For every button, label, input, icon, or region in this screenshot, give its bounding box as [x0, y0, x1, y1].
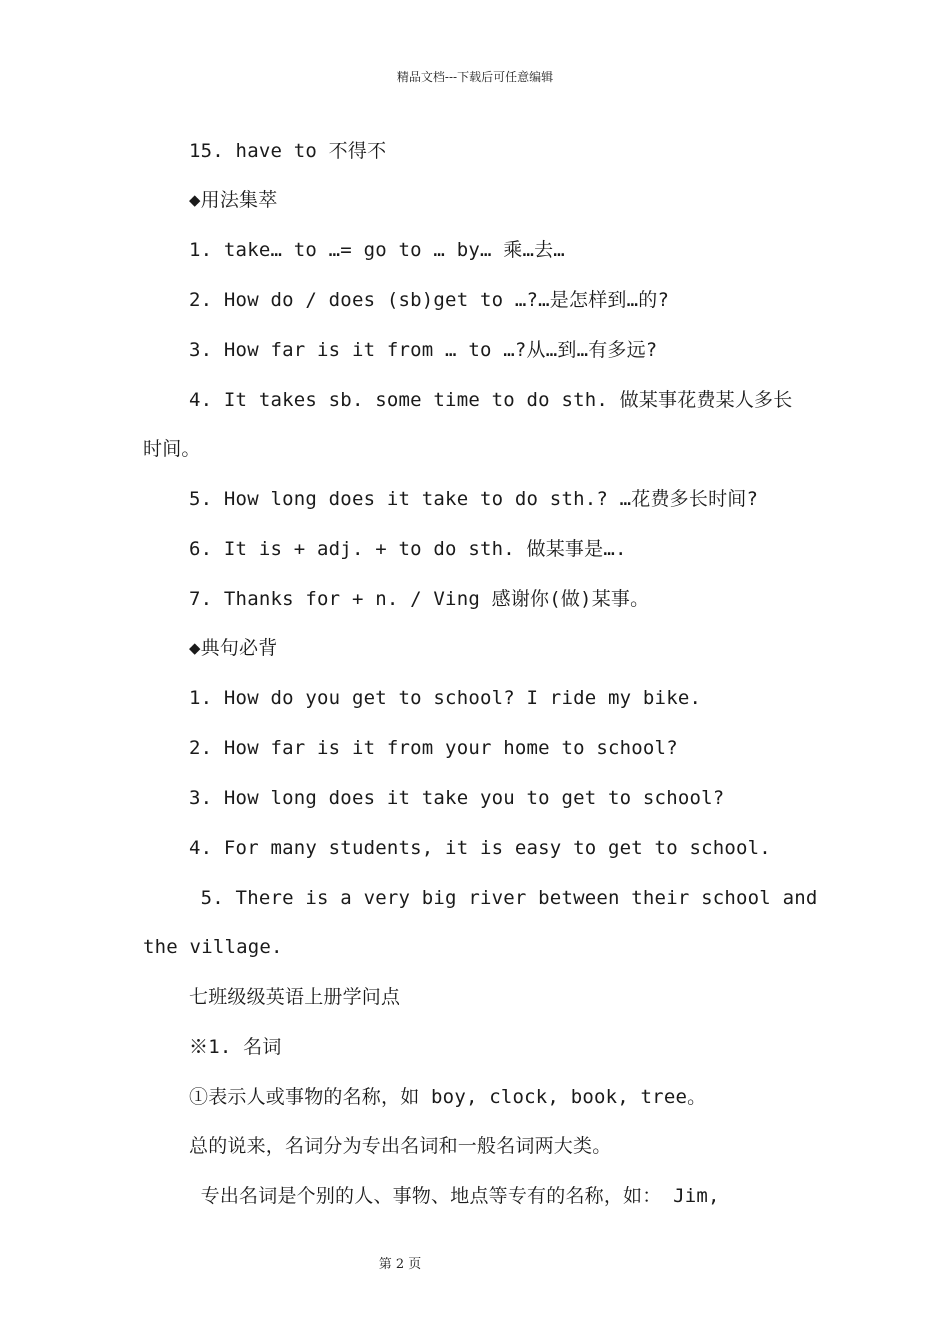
text-line: 七班级级英语上册学问点	[189, 986, 401, 1008]
page-footer: 第 2 页	[378, 1257, 422, 1272]
section-heading: ◆用法集萃	[189, 189, 278, 211]
text-line: ①表示人或事物的名称，如 boy, clock, book, tree。	[189, 1086, 707, 1108]
text-line: 1. take… to …= go to … by… 乘…去…	[189, 239, 565, 261]
page-header: 精品文档---下载后可任意编辑	[396, 70, 554, 84]
text-line: 5. How long does it take to do sth.? …花费多长时间?	[189, 488, 759, 510]
text-line: 专出名词是个别的人、事物、地点等专有的名称，如： Jim,	[189, 1185, 720, 1207]
text-line: 15. have to 不得不	[189, 140, 387, 162]
text-line: 5. There is a very big river between their school and	[189, 887, 818, 909]
text-line: 2. How far is it from your home to school?	[189, 737, 678, 759]
section-heading: ◆典句必背	[189, 637, 278, 659]
text-line: 2. How do / does (sb)get to …?…是怎样到…的?	[189, 289, 670, 311]
text-line: 3. How long does it take you to get to school?	[189, 787, 725, 809]
text-line: 3. How far is it from … to …?从…到…有多远?	[189, 339, 658, 361]
text-line: 6. It is + adj. + to do sth. 做某事是….	[189, 538, 627, 560]
text-line: 4. For many students, it is easy to get to school.	[189, 837, 771, 859]
text-line: the village.	[143, 936, 283, 958]
text-line: ※1. 名词	[189, 1036, 282, 1058]
text-line: 时间。	[143, 438, 201, 460]
text-line: 1. How do you get to school? I ride my bike.	[189, 687, 702, 709]
text-line: 7. Thanks for + n. / Ving 感谢你(做)某事。	[189, 588, 650, 610]
text-line: 4. It takes sb. some time to do sth. 做某事花费某人多长	[189, 389, 793, 411]
text-line: 总的说来，名词分为专出名词和一般名词两大类。	[189, 1135, 612, 1157]
